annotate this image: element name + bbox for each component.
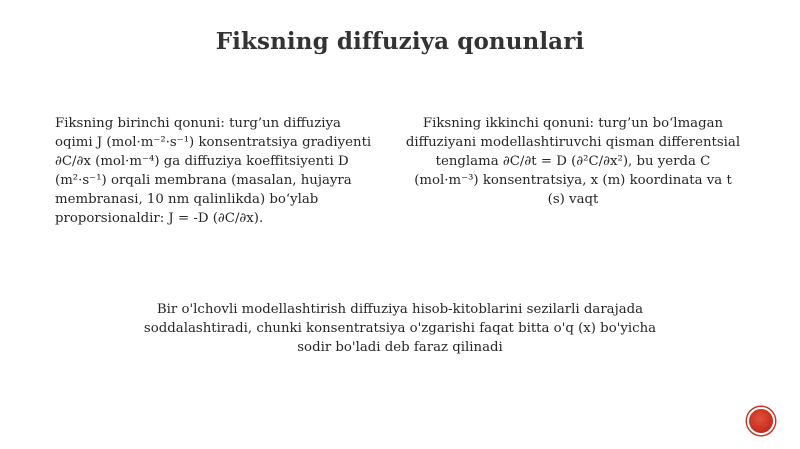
modeling-note-text: Bir o'lchovli modellashtirish diffuziya hisob-kitoblarini sezilarli darajada soddalashtiradi, chunki konsentratsiya o'zgarishi faqat bitta o'q (x) bo'yicha sodir bo'ladi deb faraz qilinadi — [143, 302, 657, 355]
slide-title: Fiksning diffuziya qonunlari — [215, 28, 585, 55]
next-slide-icon[interactable] — [747, 407, 775, 435]
second-law-text: Fiksning ikkinchi qonuni: turg’un bo‘lmagan diffuziyani modellashtiruvchi qisman differentsial tenglama ∂C/∂t = D (∂²C/∂x²), bu yerda C (mol·m⁻³) konsentratsiya, x (m) koordinata va t (s) vaqt — [405, 116, 741, 207]
first-law-text: Fiksning birinchi qonuni: turg’un diffuziya oqimi J (mol·m⁻²·s⁻¹) konsentratsiya gradiyenti ∂C/∂x (mol·m⁻⁴) ga diffuziya koeffitsiyenti D (m²·s⁻¹) orqali membrana (masalan, hujayra membranasi, 10 nm qalinlikda) bo‘ylab proporsionaldir: J = -D (∂C/∂x). — [55, 116, 372, 226]
